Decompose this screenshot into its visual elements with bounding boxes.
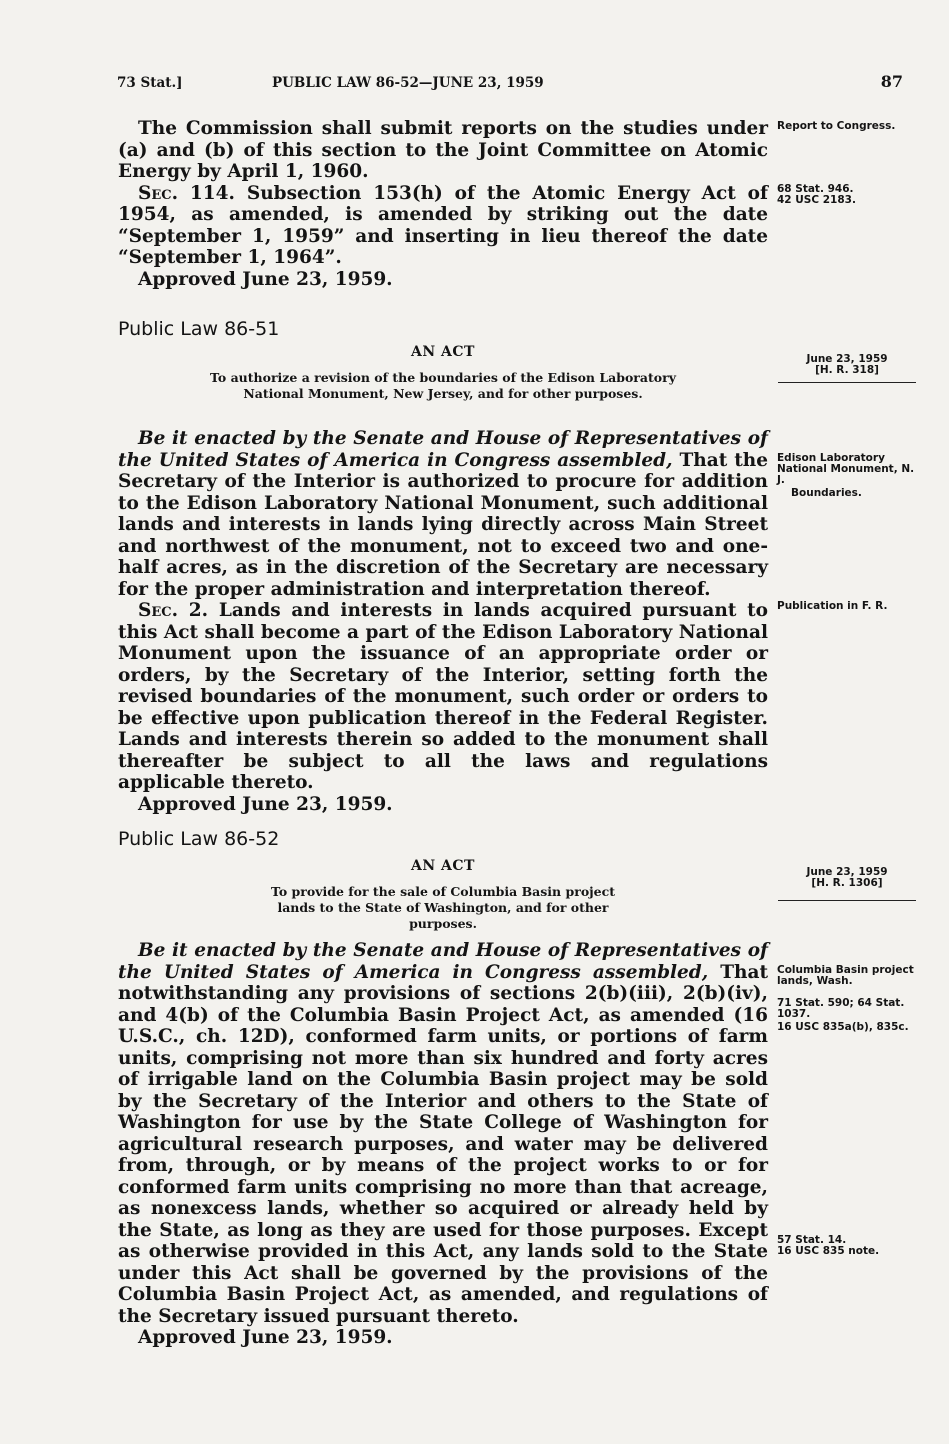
margin-cite-57-stat: 57 Stat. 14.	[777, 1234, 847, 1246]
margin-boundaries: Boundaries.	[791, 487, 862, 499]
approved-date-86-51: Approved June 23, 1959.	[138, 793, 393, 815]
margin-columbia-basin: Columbia Basin project lands, Wash.	[777, 964, 914, 987]
margin-cite-42-usc: 42 USC 2183.	[777, 194, 856, 206]
act-purpose-86-51: To authorize a revision of the boundaries of the Edison Laboratory National Monument, New Jersey, and for other purposes.	[210, 370, 676, 401]
enacting-clause-86-51: Be it enacted by the Senate and House of Representatives of the United States of America in Congress assembled,	[118, 428, 768, 471]
previous-law-tail	[118, 118, 768, 290]
approved-date-86-52: Approved June 23, 1959.	[138, 1327, 393, 1348]
page-number: 87	[880, 72, 903, 91]
law-86-51-section-1	[118, 428, 768, 600]
sec-2-text: Lands and interests in lands acquired pursuant to this Act shall become a part of the Edison Laboratory National Monument upon the issuance of an appropriate order or orders, by the Secretary of the Interior, setting forth the revised boundaries of the monument, such order or orders to be effective upon publication thereof in the Federal Register. Lands and interests therein so added to the monument shall thereafter be subject to all the laws and regulations applicable thereto.	[118, 600, 768, 793]
public-law-86-52-heading: Public Law 86-52	[118, 828, 280, 850]
margin-rule-86-51	[778, 382, 916, 383]
margin-edison-monument: Edison Laboratory National Monument, N. J.	[777, 452, 915, 486]
law-86-51-body	[118, 428, 768, 815]
act-label-86-52: AN ACT	[411, 858, 475, 874]
commission-reports-paragraph: The Commission shall submit reports on the studies under (a) and (b) of this section to the Joint Committee on Atomic Energy by April 1, 1960.	[118, 118, 768, 182]
margin-cite-16-usc-note: 16 USC 835 note.	[777, 1245, 880, 1257]
sec-114-text: Subsection 153(h) of the Atomic Energy Act of 1954, as amended, is amended by striking out the date “September 1, 1959” and inserting in lieu thereof the date “September 1, 1964”.	[118, 182, 768, 268]
law-86-52-section-1-text: That notwithstanding any provisions of sections 2(b)(iii), 2(b)(iv), and 4(b) of the Columbia Basin Project Act, as amended (16 U.S.C., ch. 12D), conformed farm units, or portions of farm units, comprising not more than six hundred and forty acres of irrigable land on the Columbia Basin project may be sold by the Secretary of the Interior and others to the State of Washington for use by the State College of Washington for agricultural research purposes, and water may be delivered from, through, or by means of the project works to or for conformed farm units comprising no more than that acreage, as nonexcess lands, whether so acquired or already held by the State, as long as they are used for those purposes. Except as otherwise provided in this Act, any lands sold to the State under this Act shall be governed by the provisions of the Columbia Basin Project Act, as amended, and regulations of the Secretary issued pursuant thereto.	[118, 961, 768, 1327]
margin-cite-68-stat: 68 Stat. 946.	[777, 183, 854, 195]
law-86-51-section-1-text: That the Secretary of the Interior is authorized to procure for addition to the Edison Laboratory National Monument, such additional lands and interests in lands lying directly across Main Street and northwest of the monument, not to exceed two and one-half acres, as in the discretion of the Secretary are necessary for the proper administration and interpretation thereof.	[118, 449, 768, 600]
margin-cite-16-usc: 16 USC 835a(b), 835c.	[777, 1021, 909, 1033]
volume-reference: 73 Stat.]	[117, 75, 183, 91]
law-86-52-section-1	[118, 940, 768, 1327]
margin-date-86-51: June 23, 1959	[806, 353, 888, 365]
approved-date-top: Approved June 23, 1959.	[138, 268, 393, 290]
sec-114-paragraph	[118, 183, 768, 269]
law-86-51-section-2	[118, 600, 768, 794]
sec-114-label: Sec. 114.	[138, 182, 235, 204]
margin-publication-fr: Publication in F. R.	[777, 600, 888, 612]
margin-bill-86-52: [H. R. 1306]	[811, 877, 883, 889]
margin-rule-86-52	[778, 900, 916, 901]
sec-2-label: Sec. 2.	[138, 600, 209, 621]
margin-bill-86-51: [H. R. 318]	[815, 364, 879, 376]
law-86-52-body	[118, 940, 768, 1349]
running-title: PUBLIC LAW 86-52—JUNE 23, 1959	[272, 75, 544, 91]
act-label-86-51: AN ACT	[411, 344, 475, 360]
margin-date-86-52: June 23, 1959	[806, 866, 888, 878]
enacting-clause-86-52: Be it enacted by the Senate and House of Representatives of the United States of America in Congress assembled,	[118, 940, 768, 983]
margin-report-to-congress: Report to Congress.	[777, 120, 896, 132]
margin-cite-71-stat: 71 Stat. 590; 64 Stat. 1037.	[777, 997, 905, 1020]
public-law-86-51-heading: Public Law 86-51	[118, 318, 280, 340]
act-purpose-86-52: To provide for the sale of Columbia Basin project lands to the State of Washington, and for other purposes.	[270, 884, 616, 931]
